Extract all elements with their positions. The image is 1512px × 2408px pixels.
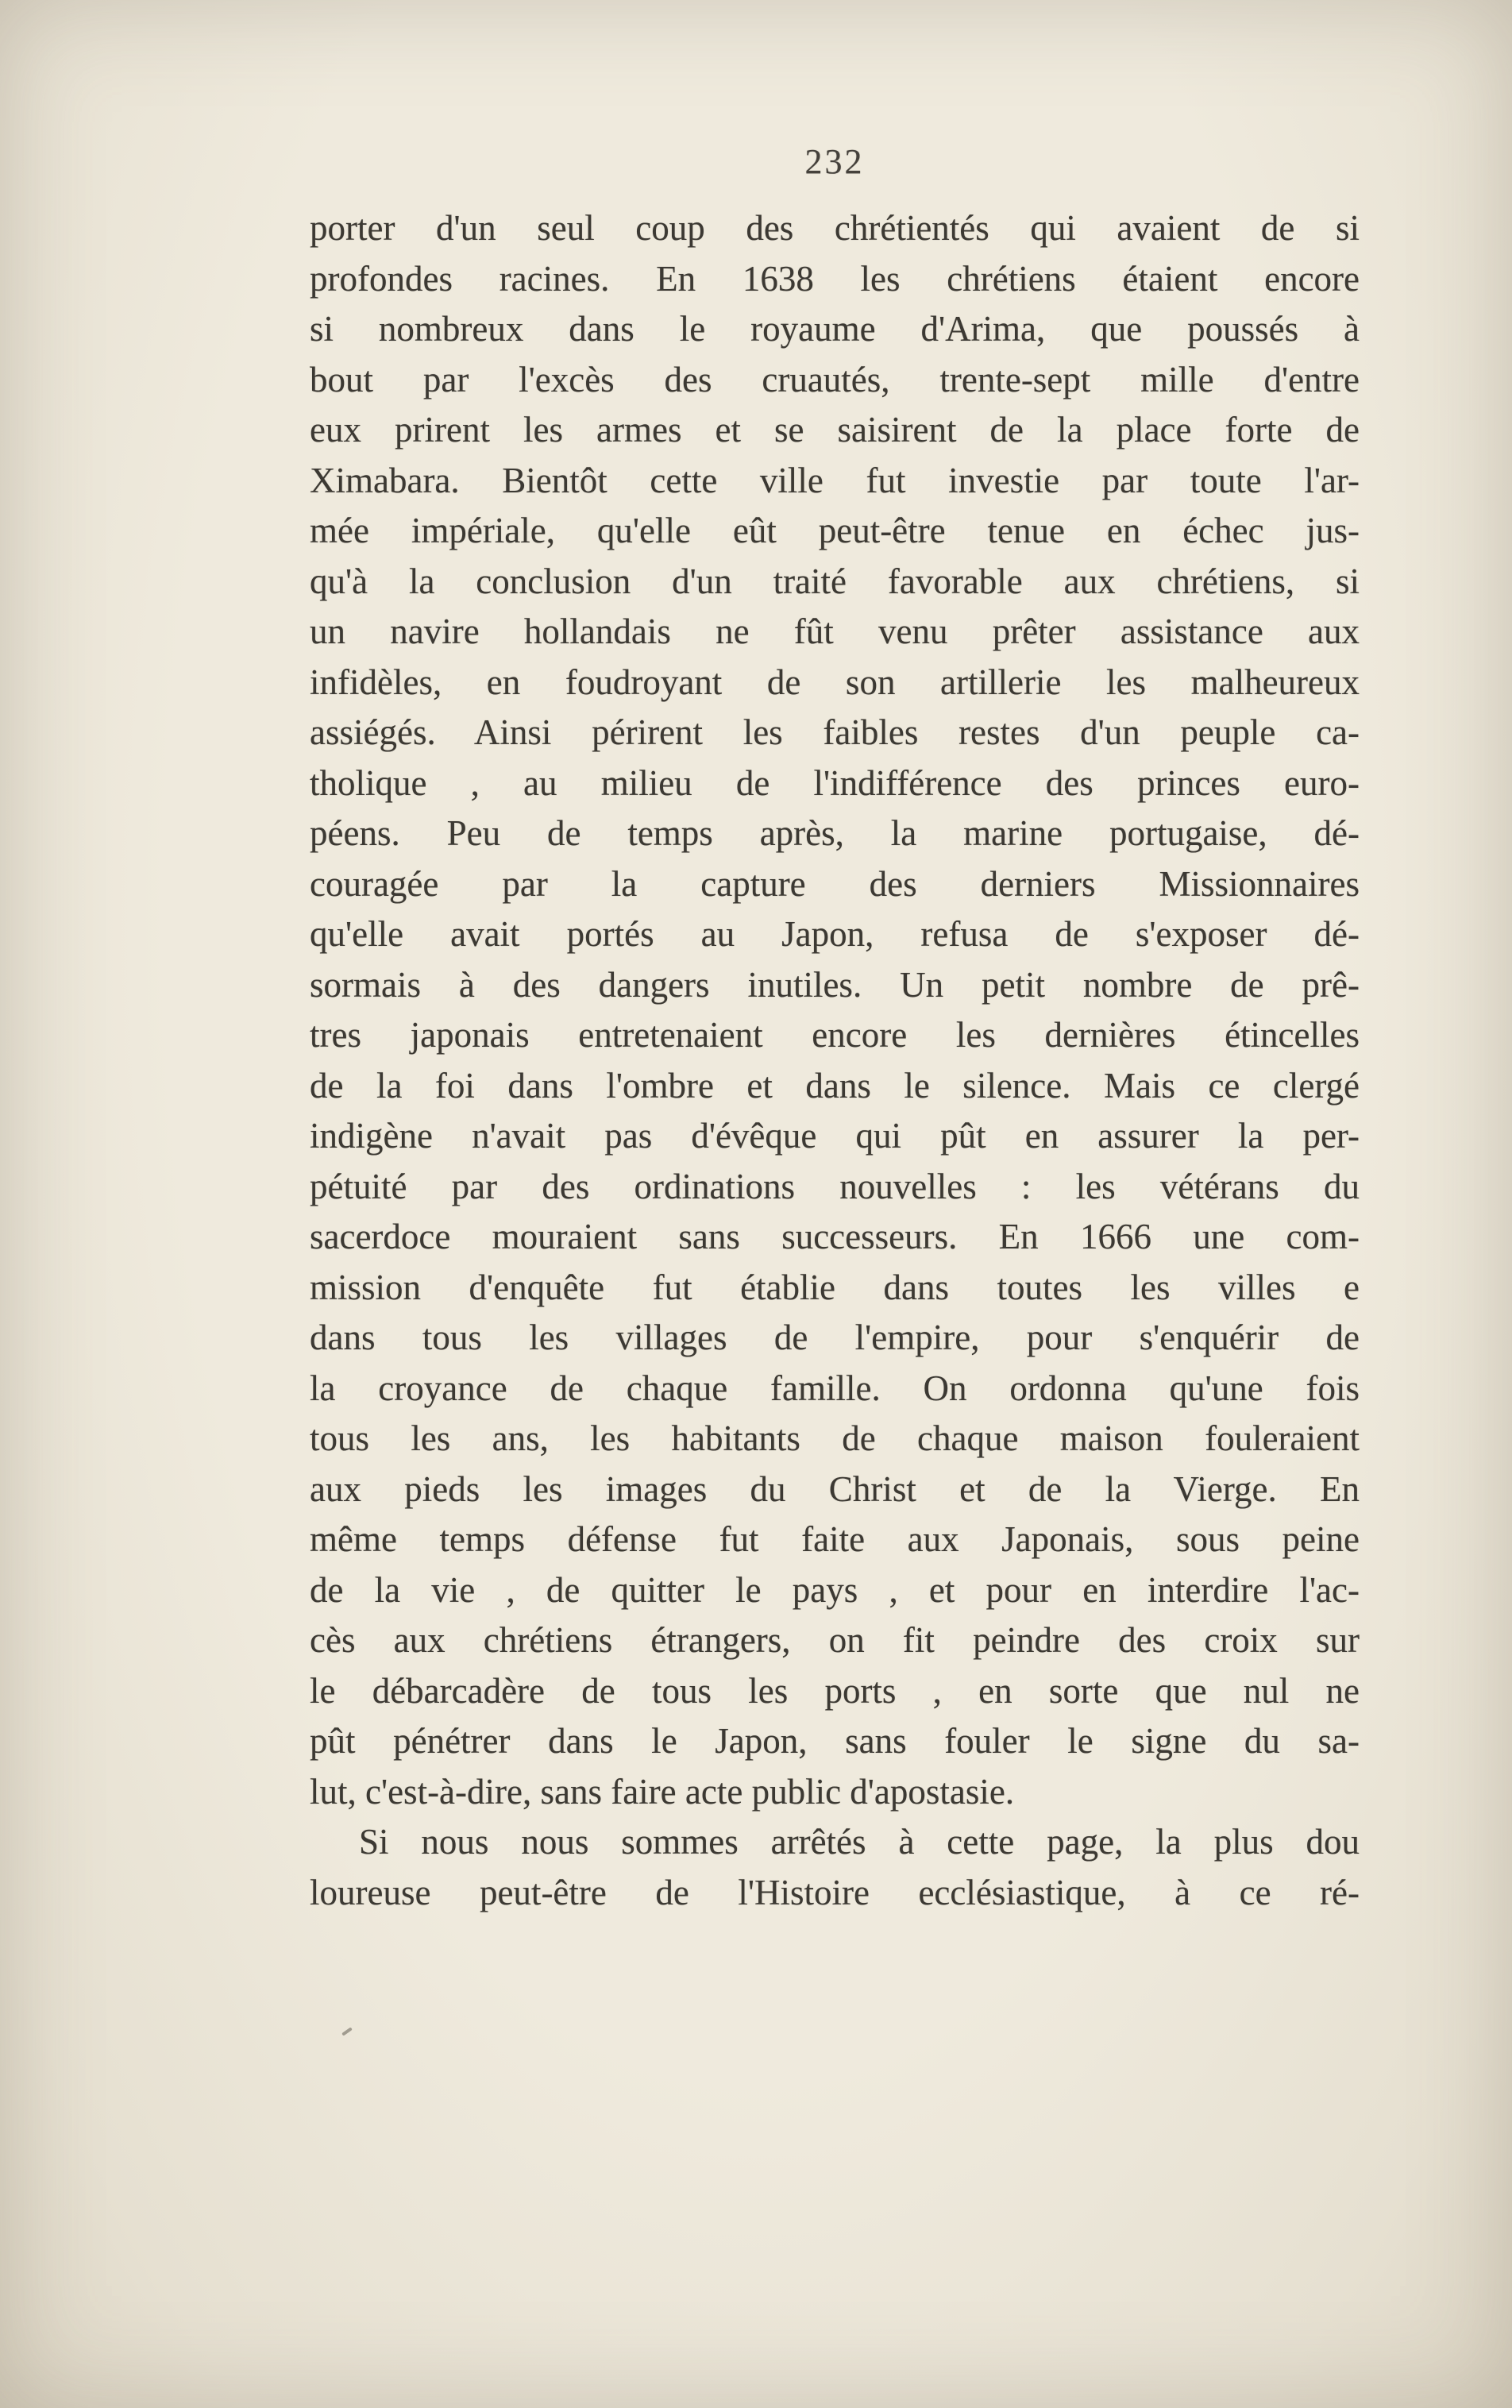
text-line: Si nous nous sommes arrêtés à cette page, la plus dou [359,1822,1360,1862]
text-line: infidèles, en foudroyant de son artillerie les malheureux [310,662,1360,702]
text-line: porter d'un seul coup des chrétientés qui avaient de si [310,208,1360,248]
text-line: bout par l'excès des cruautés, trente-sept mille d'entre [310,359,1360,399]
text-line: aux pieds les images du Christ et de la Vierge. En [310,1468,1360,1509]
text-line: dans tous les villages de l'empire, pour s'enquérir de [310,1318,1360,1357]
text-line: de la vie , de quitter le pays , et pour en interdire l'ac- [310,1569,1360,1610]
text-line: mée impériale, qu'elle eût peut-être tenue en échec jus- [310,511,1360,550]
text-line: sormais à des dangers inutiles. Un petit nombre de prê- [310,964,1360,1005]
text-line: le débarcadère de tous les ports , en sorte que nul ne [310,1670,1360,1711]
page-number: 232 [804,142,865,181]
scan-artifact [341,2027,353,2036]
text-line: qu'à la conclusion d'un traité favorable aux chrétiens, si [310,561,1360,601]
text-line: tholique , au milieu de l'indifférence des princes euro- [310,762,1360,803]
text-line: pût pénétrer dans le Japon, sans fouler le signe du sa- [310,1721,1360,1761]
text-line: mission d'enquête fut établie dans toutes les villes e [310,1267,1360,1307]
text-line: Ximabara. Bientôt cette ville fut investie par toute l'ar- [310,460,1360,500]
text-line: profondes racines. En 1638 les chrétiens étaient encore [310,258,1360,299]
text-line: pétuité par des ordinations nouvelles : les vétérans du [310,1166,1360,1206]
text-line: qu'elle avait portés au Japon, refusa de s'exposer dé- [310,914,1360,954]
text-line: lut, c'est-à-dire, sans faire acte public d'apostasie. [310,1771,1015,1812]
text-line: couragée par la capture des derniers Missionnaires [310,863,1360,904]
text-line: de la foi dans l'ombre et dans le silence. Mais ce clergé [310,1065,1360,1106]
text-line: indigène n'avait pas d'évêque qui pût en assurer la per- [310,1116,1360,1156]
text-line: tous les ans, les habitants de chaque maison fouleraient [310,1418,1360,1458]
text-line: sacerdoce mouraient sans successeurs. En 1666 une com- [310,1217,1360,1256]
text-line: loureuse peut-être de l'Histoire ecclésiastique, à ce ré- [310,1872,1360,1912]
text-line: eux prirent les armes et se saisirent de la place forte de [310,410,1360,450]
text-line: un navire hollandais ne fût venu prêter assistance aux [310,612,1360,651]
text-line: assiégés. Ainsi périrent les faibles restes d'un peuple ca- [310,712,1360,752]
text-line: la croyance de chaque famille. On ordonna qu'une fois [310,1368,1360,1408]
text-line: même temps défense fut faite aux Japonais, sous peine [310,1519,1360,1559]
text-line: péens. Peu de temps après, la marine portugaise, dé- [310,813,1360,853]
text-line: cès aux chrétiens étrangers, on fit peindre des croix sur [310,1620,1360,1660]
text-line: si nombreux dans le royaume d'Arima, que poussés à [310,309,1360,349]
body-text [310,203,1360,1918]
text-line: tres japonais entretenaient encore les dernières étincelles [310,1015,1360,1055]
